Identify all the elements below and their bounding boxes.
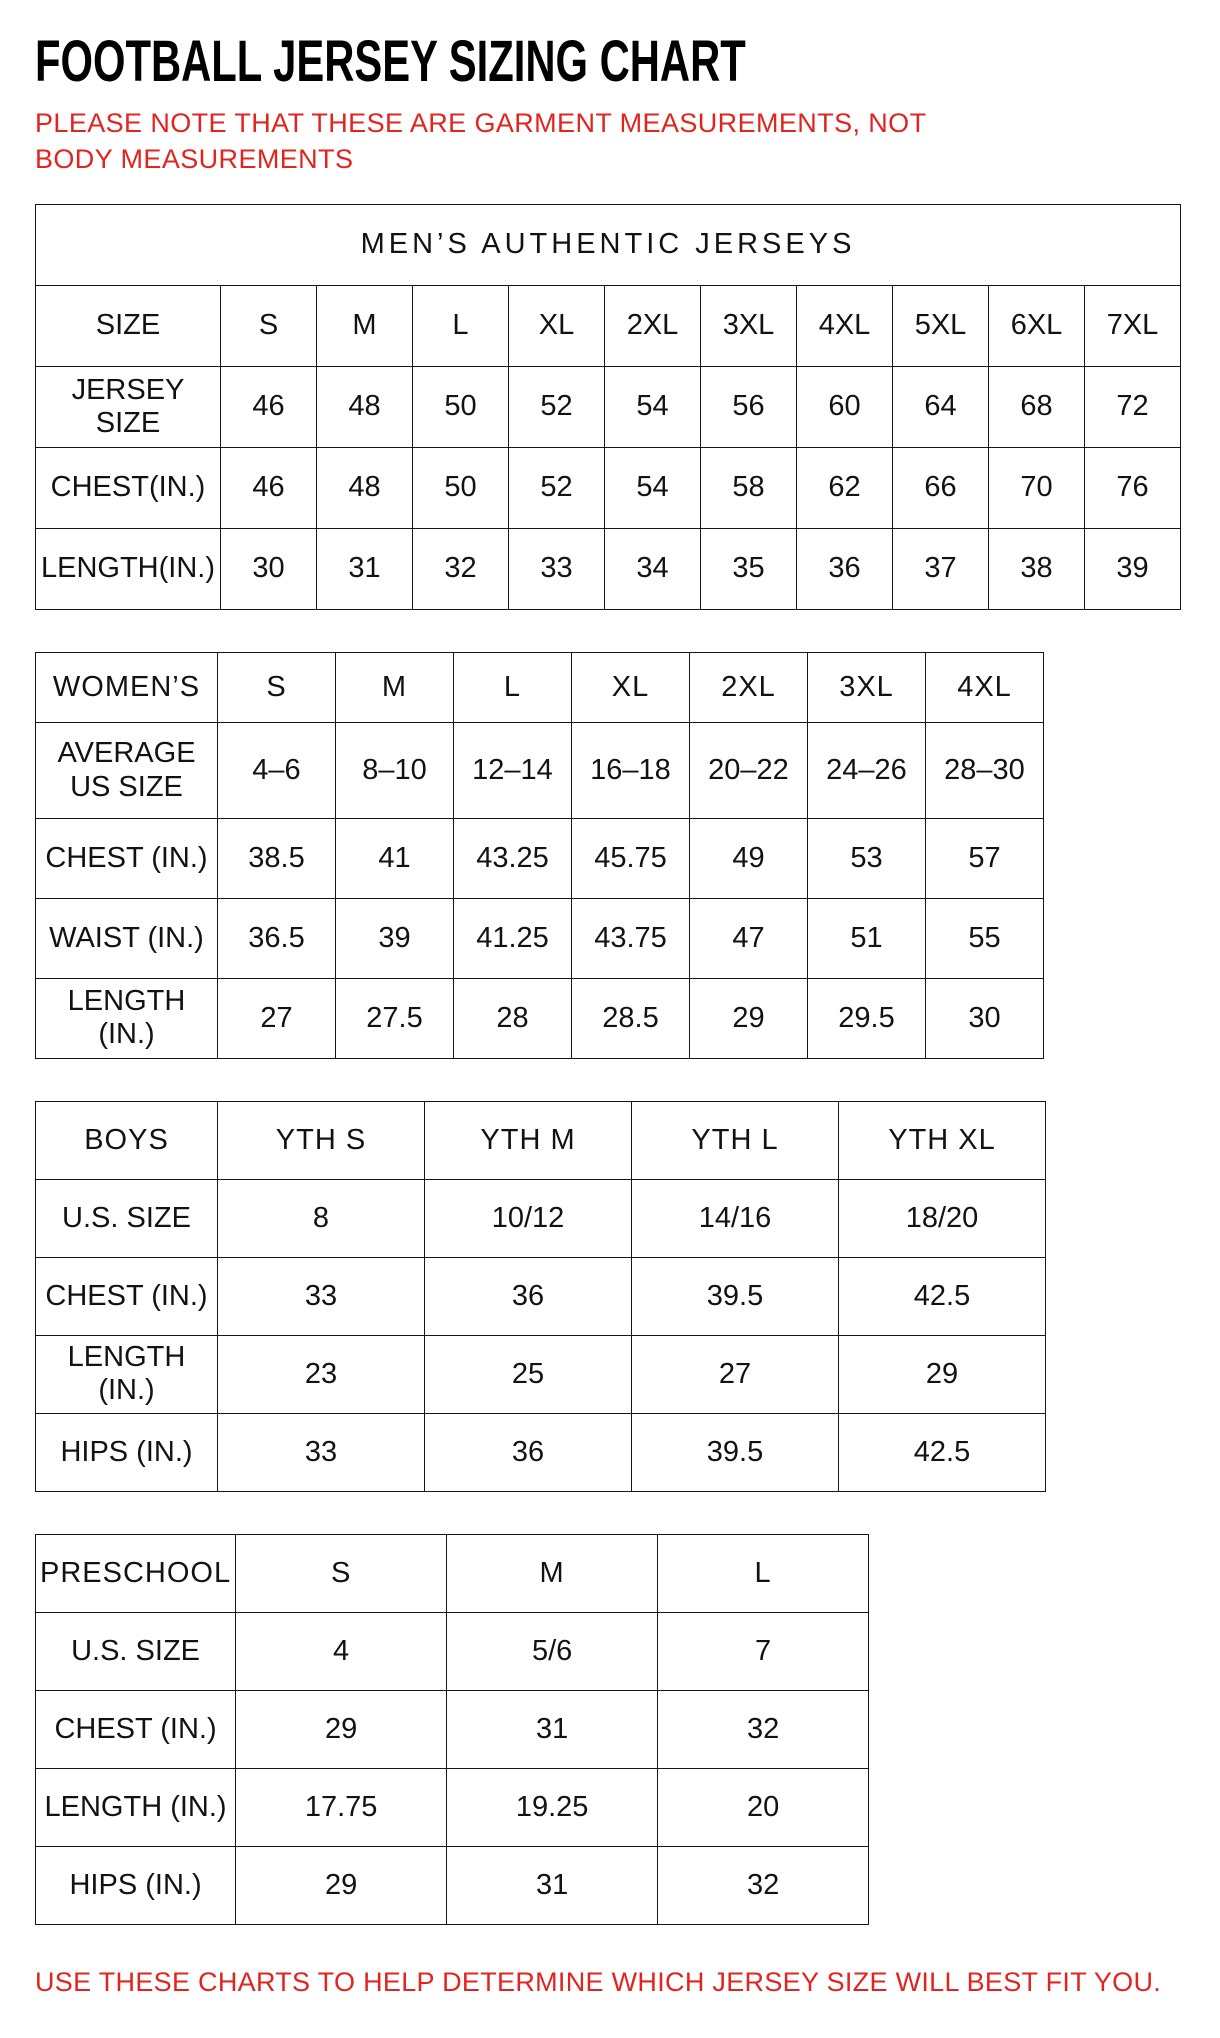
table-row [36,447,1181,528]
column-header: S [218,652,336,722]
table-cell: 39 [336,898,454,978]
table-row [36,978,1044,1058]
row-label: SIZE [36,285,221,366]
table-cell: 33 [509,528,605,609]
table-cell: 2XL [605,285,701,366]
table-cell: 68 [989,366,1085,447]
table-cell: 49 [690,818,808,898]
table-cell: 20–22 [690,722,808,818]
table-cell: 32 [413,528,509,609]
column-header: YTH S [218,1101,425,1179]
table-cell: 32 [658,1846,869,1924]
table-cell: 58 [701,447,797,528]
table-cell: 31 [317,528,413,609]
table-cell: 18/20 [839,1179,1046,1257]
table-cell: 27 [632,1335,839,1413]
table-cell: 36 [797,528,893,609]
table-row [36,722,1044,818]
table-cell: S [221,285,317,366]
table-cell: 46 [221,447,317,528]
table-cell: 27.5 [336,978,454,1058]
table-row [36,1768,869,1846]
table-cell: 47 [690,898,808,978]
table-cell: 34 [605,528,701,609]
table-cell: 30 [926,978,1044,1058]
footer-note: USE THESE CHARTS TO HELP DETERMINE WHICH JERSEY SIZE WILL BEST FIT YOU. [35,1966,1162,1997]
table-cell: 41 [336,818,454,898]
row-label: LENGTH(IN.) [36,528,221,609]
row-label: JERSEY SIZE [36,366,221,447]
table-row [36,1257,1046,1335]
column-header: YTH M [425,1101,632,1179]
table-cell: 8–10 [336,722,454,818]
boys-table [35,1101,1046,1492]
page-title: FOOTBALL JERSEY SIZING CHART [35,29,746,94]
table-cell: 14/16 [632,1179,839,1257]
column-header: M [447,1534,658,1612]
row-label: LENGTH (IN.) [36,1768,236,1846]
table-cell: 50 [413,366,509,447]
table-cell: 48 [317,366,413,447]
table-cell: 24–26 [808,722,926,818]
table-cell: 28 [454,978,572,1058]
table-row [36,1413,1046,1491]
boys-header-label: BOYS [36,1101,218,1179]
table-cell: 60 [797,366,893,447]
table-cell: 55 [926,898,1044,978]
table-row [36,898,1044,978]
row-label: CHEST (IN.) [36,1257,218,1335]
table-cell: 20 [658,1768,869,1846]
table-cell: 76 [1085,447,1181,528]
table-cell: L [413,285,509,366]
row-label: CHEST (IN.) [36,818,218,898]
table-cell: 42.5 [839,1413,1046,1491]
table-cell: 10/12 [425,1179,632,1257]
table-cell: 23 [218,1335,425,1413]
table-cell: 12–14 [454,722,572,818]
table-cell: 29 [236,1846,447,1924]
table-cell: 29 [690,978,808,1058]
table-cell: 7 [658,1612,869,1690]
womens-header-row [36,652,1044,722]
table-cell: 25 [425,1335,632,1413]
table-cell: 38.5 [218,818,336,898]
table-cell: 57 [926,818,1044,898]
column-header: S [236,1534,447,1612]
table-cell: 54 [605,447,701,528]
table-cell: 4 [236,1612,447,1690]
table-cell: 56 [701,366,797,447]
table-cell: 38 [989,528,1085,609]
table-row [36,285,1181,366]
table-cell: 7XL [1085,285,1181,366]
table-cell: 28–30 [926,722,1044,818]
table-cell: 31 [447,1690,658,1768]
column-header: M [336,652,454,722]
table-cell: 36 [425,1413,632,1491]
table-cell: 28.5 [572,978,690,1058]
column-header: YTH L [632,1101,839,1179]
row-label: U.S. SIZE [36,1612,236,1690]
mens-table [35,204,1181,610]
table-cell: 39 [1085,528,1181,609]
table-cell: 5/6 [447,1612,658,1690]
column-header: L [658,1534,869,1612]
table-cell: 32 [658,1690,869,1768]
preschool-header-label: PRESCHOOL [36,1534,236,1612]
table-row [36,1335,1046,1413]
table-cell: 36.5 [218,898,336,978]
table-cell: 66 [893,447,989,528]
row-label: HIPS (IN.) [36,1846,236,1924]
table-cell: 54 [605,366,701,447]
column-header: XL [572,652,690,722]
table-cell: 33 [218,1413,425,1491]
table-cell: 52 [509,366,605,447]
column-header: L [454,652,572,722]
table-cell: 31 [447,1846,658,1924]
table-cell: 48 [317,447,413,528]
mens-banner-row [36,204,1181,285]
table-cell: 70 [989,447,1085,528]
table-row [36,1846,869,1924]
table-cell: 8 [218,1179,425,1257]
column-header: 4XL [926,652,1044,722]
womens-table [35,652,1044,1059]
table-cell: 17.75 [236,1768,447,1846]
row-label: CHEST(IN.) [36,447,221,528]
row-label: HIPS (IN.) [36,1413,218,1491]
table-cell: 41.25 [454,898,572,978]
table-cell: 43.25 [454,818,572,898]
row-label: CHEST (IN.) [36,1690,236,1768]
table-cell: 72 [1085,366,1181,447]
row-label: U.S. SIZE [36,1179,218,1257]
table-cell: 46 [221,366,317,447]
table-cell: 51 [808,898,926,978]
column-header: 3XL [808,652,926,722]
preschool-table [35,1534,869,1925]
table-cell: 62 [797,447,893,528]
table-cell: XL [509,285,605,366]
table-cell: 35 [701,528,797,609]
table-cell: 37 [893,528,989,609]
table-cell: 5XL [893,285,989,366]
table-cell: 29 [236,1690,447,1768]
table-cell: 39.5 [632,1413,839,1491]
row-label: LENGTH (IN.) [36,1335,218,1413]
mens-banner: MEN’S AUTHENTIC JERSEYS [36,204,1181,285]
table-row [36,1179,1046,1257]
boys-header-row [36,1101,1046,1179]
table-cell: 36 [425,1257,632,1335]
table-cell: 30 [221,528,317,609]
preschool-header-row [36,1534,869,1612]
column-header: 2XL [690,652,808,722]
table-cell: 19.25 [447,1768,658,1846]
table-row [36,1690,869,1768]
table-cell: 3XL [701,285,797,366]
row-label: WAIST (IN.) [36,898,218,978]
table-cell: 4–6 [218,722,336,818]
row-label: AVERAGE US SIZE [36,722,218,818]
table-cell: 64 [893,366,989,447]
table-cell: M [317,285,413,366]
table-cell: 4XL [797,285,893,366]
table-cell: 27 [218,978,336,1058]
table-cell: 39.5 [632,1257,839,1335]
table-cell: 45.75 [572,818,690,898]
row-label: LENGTH (IN.) [36,978,218,1058]
table-cell: 50 [413,447,509,528]
table-cell: 29 [839,1335,1046,1413]
garment-measurements-note: PLEASE NOTE THAT THESE ARE GARMENT MEASUREMENTS, NOT BODY MEASUREMENTS [35,108,926,175]
table-cell: 42.5 [839,1257,1046,1335]
table-row [36,528,1181,609]
table-row [36,818,1044,898]
table-cell: 52 [509,447,605,528]
table-cell: 43.75 [572,898,690,978]
table-cell: 33 [218,1257,425,1335]
table-row [36,366,1181,447]
table-cell: 16–18 [572,722,690,818]
table-cell: 29.5 [808,978,926,1058]
table-cell: 53 [808,818,926,898]
table-row [36,1612,869,1690]
column-header: YTH XL [839,1101,1046,1179]
womens-header-label: WOMEN’S [36,652,218,722]
table-cell: 6XL [989,285,1085,366]
